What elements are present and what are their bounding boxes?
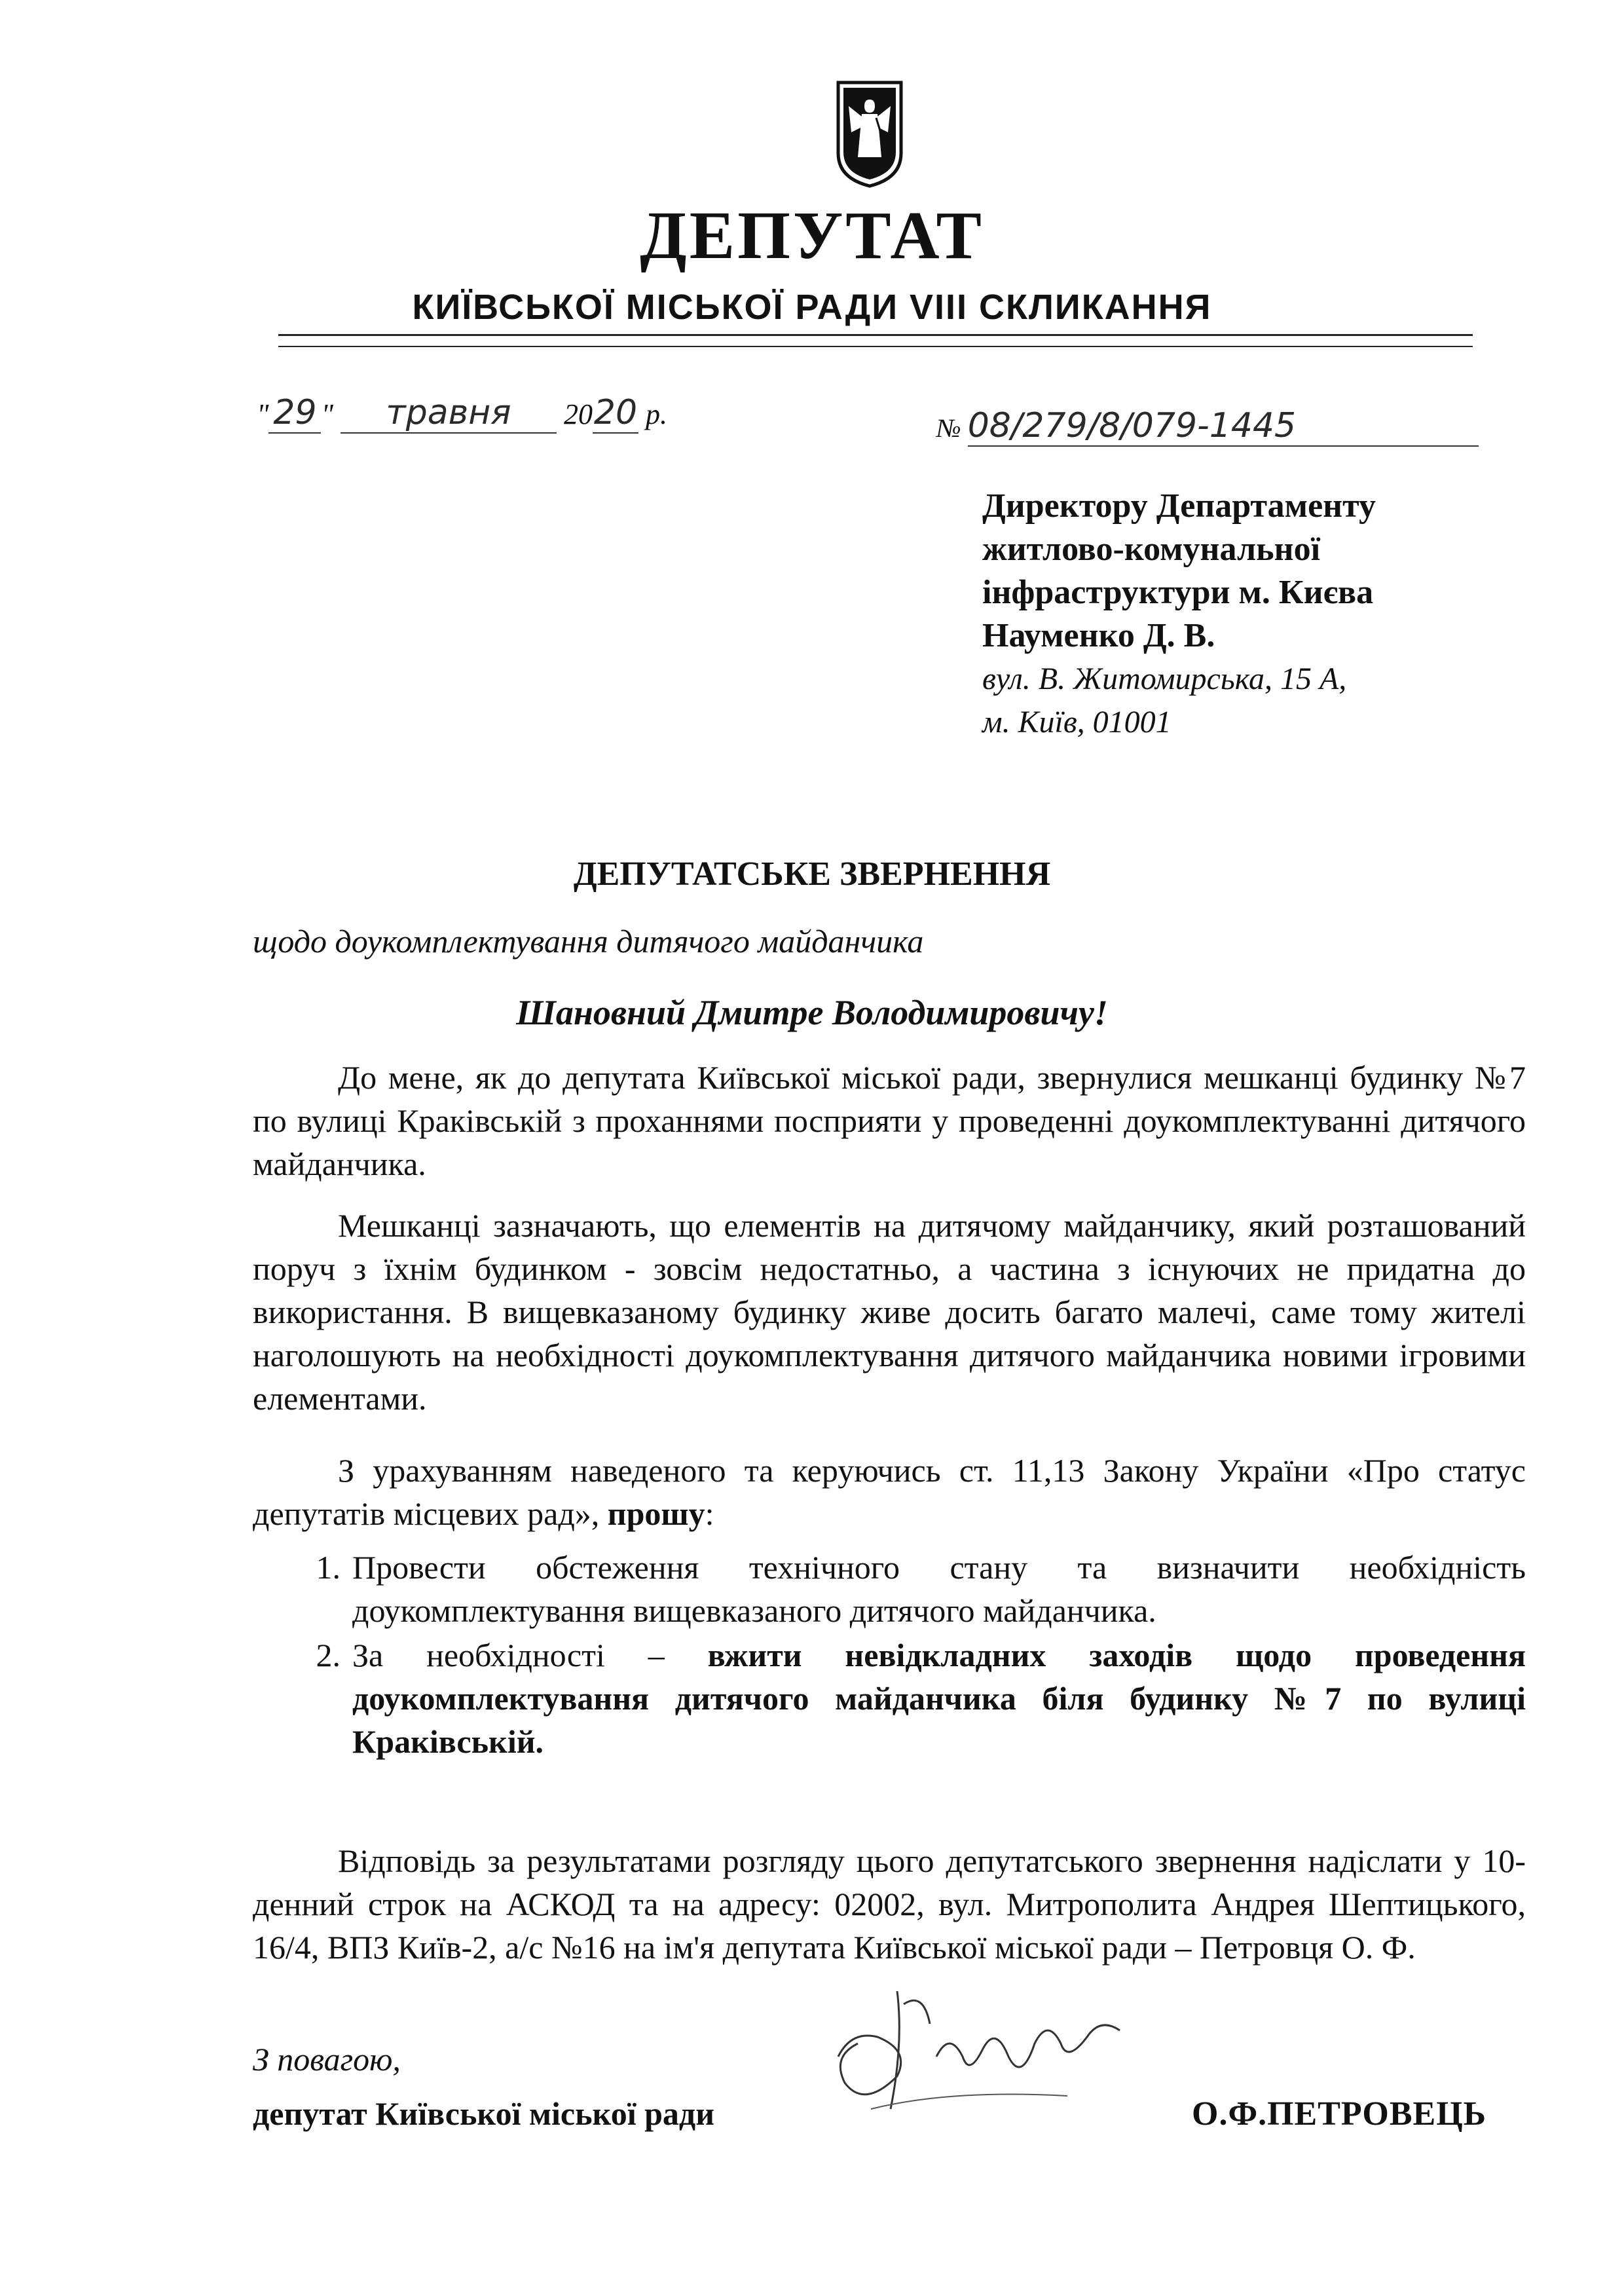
request-list [253,1546,1526,1764]
list-item-lead: За необхідності – [352,1637,665,1673]
document-title: ДЕПУТАТСЬКЕ ЗВЕРНЕННЯ [573,855,1051,893]
addressee-block [982,485,1572,744]
date-day: 29 [268,393,321,434]
list-item-bold: вжити невідкладних заходів щодо проведення доукомплектування дитячого майданчика біля будинку №7 по вулиці Краківській. [352,1637,1526,1760]
list-item-number: 1. [316,1549,341,1586]
addressee-line: Директору Департаменту [982,487,1376,525]
reg-number-value: 08/279/8/079-1445 [968,406,1479,447]
letterhead-divider-thin [278,346,1473,347]
paragraph-text: З урахуванням наведеного та керуючись ст. 11,13 Закону України «Про статус депутатів місцевих рад», [253,1452,1526,1532]
addressee-line: інфраструктури м. Києва [982,574,1374,611]
letterhead-divider [278,334,1473,336]
paragraph-punctuation: : [705,1495,714,1532]
document-date [257,393,667,434]
addressee-address: м. Київ, 01001 [982,705,1172,739]
signer-name: О.Ф.ПЕТРОВЕЦЬ [1192,2095,1487,2133]
addressee-line: житлово-комунальної [982,531,1321,568]
salutation: Шановний Дмитре Володимировичу! [516,993,1108,1032]
addressee-address: вул. В. Житомирська, 15 А, [982,662,1347,696]
body-paragraph [253,1449,1526,1535]
date-year-prefix: 20 [563,398,593,430]
request-keyword: прошу [607,1495,705,1532]
signer-role: депутат Київської міської ради [253,2095,715,2132]
document-subject: щодо доукомплектування дитячого майданчика [253,923,924,960]
list-item-text [352,1633,1526,1763]
date-year-suffix: 20 [593,393,638,432]
letterhead-subtitle: КИЇВСЬКОЇ МІСЬКОЇ РАДИ VIII СКЛИКАННЯ [412,288,1212,327]
date-quote: " [257,398,269,430]
date-month: травня [341,393,557,434]
closing-phrase: З повагою, [253,2041,401,2078]
addressee-name: Науменко Д. В. [982,617,1215,654]
kyiv-coat-of-arms-icon [836,80,904,189]
reg-label: № [936,413,961,443]
date-suffix: р. [645,398,667,430]
registration-number [936,406,1479,447]
list-item-number: 2. [316,1637,341,1673]
letterhead-title: ДЕПУТАТ [640,198,984,273]
body-paragraph: Відповідь за результатами розгляду цього депутатського звернення надіслати у 10-денний строк на АСКОД та на адресу: 02002, вул. Митрополита Андрея Шептицького, 16/4, ВПЗ Київ-2, а/с №16 на ім'я депутата Київської міської ради – Петровця О. Ф. [253,1842,1526,1966]
list-item-text: Провести обстеження технічного стану та визначити необхідність доукомплектування вищевказаного дитячого майданчика. [352,1549,1526,1629]
body-paragraph: До мене, як до депутата Київської міської ради, звернулися мешканці будинку №7 по вулиці Краківській з проханнями посприяти у проведенні доукомплектуванні дитячого майданчика. [253,1059,1526,1182]
date-quote: " [321,398,333,430]
list-item [253,1633,1526,1763]
list-item [253,1546,1526,1632]
body-paragraph: Мешканці зазначають, що елементів на дитячому майданчику, який розташований поруч з їхнім будинком - зовсім недостатньо, а частина з існуючих не придатна до використання. В вищевказаному будинку живе досить багато малечі, саме тому жителі наголошують на необхідності доукомплектування дитячого майданчика новими ігровими елементами. [253,1207,1526,1417]
handwritten-signature [819,1965,1185,2142]
